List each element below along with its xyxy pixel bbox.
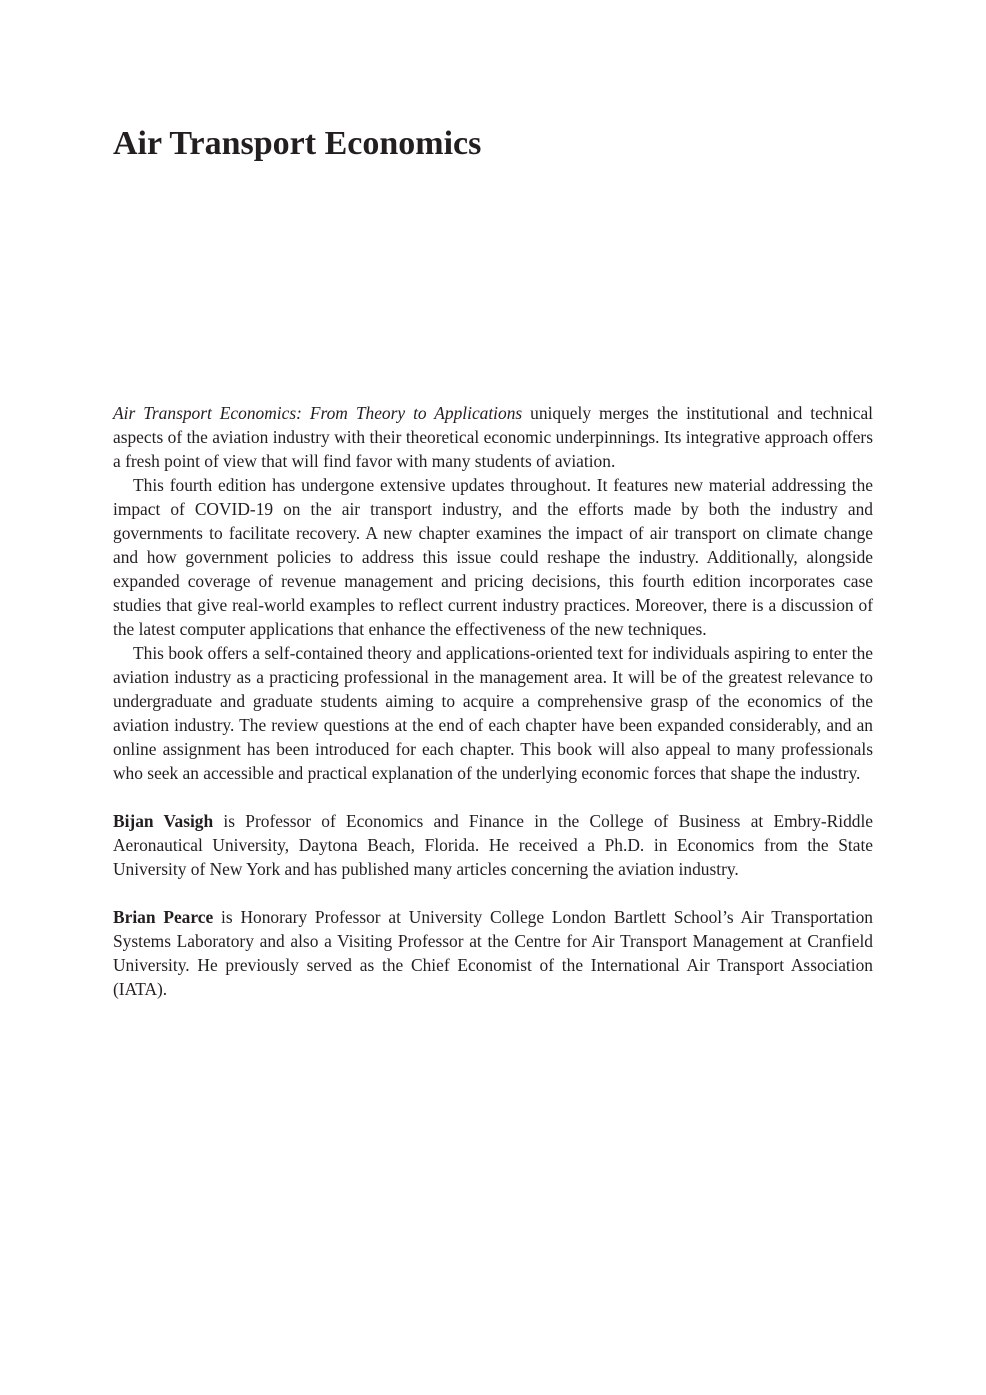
description-paragraph-3: This book offers a self-contained theory and applications-oriented text for individuals aspiring to enter the aviation industry as a practicing professional in the management area. It will be of the greatest relevance to undergraduate and graduate students aiming to acquire a comprehensive grasp of the economics of the aviation industry. The review questions at the end of each chapter have been expanded considerably, and an online assignment has been introduced for each chapter. This book will also appeal to many professionals who seek an accessible and practical explanation of the underlying economic forces that shape the industry. [113, 643, 873, 783]
description-paragraph-1-text: uniquely merges the institutional and technical aspects of the aviation industry with their theoretical economic underpinnings. Its integrative approach offers a fresh point of view that will find favor with many students of aviation. [113, 403, 873, 471]
author-name-2: Brian Pearce [113, 907, 214, 927]
author-bio-2 [113, 905, 873, 1001]
description-paragraph-1 [113, 401, 873, 473]
book-description [113, 401, 873, 1001]
description-paragraph-2: This fourth edition has undergone extensive updates throughout. It features new material addressing the impact of COVID-19 on the air transport industry, and the efforts made by both the industry and governments to facilitate recovery. A new chapter examines the impact of air transport on climate change and how government policies to address this issue could reshape the industry. Additionally, alongside expanded coverage of revenue management and pricing decisions, this fourth edition incorporates case studies that give real-world examples to reflect current industry practices. Moreover, there is a discussion of the latest computer applications that enhance the effectiveness of the new techniques. [113, 475, 873, 639]
author-name-1: Bijan Vasigh [113, 811, 214, 831]
author-bio-1 [113, 809, 873, 881]
book-full-title: Air Transport Economics: From Theory to Applications [113, 403, 523, 423]
author-bio-text-2: is Honorary Professor at University College London Bartlett School’s Air Transportation Systems Laboratory and also a Visiting Professor at the Centre for Air Transport Management at Cranfield University. He previously served as the Chief Economist of the International Air Transport Association (IATA). [113, 907, 874, 999]
page-title: Air Transport Economics [113, 125, 482, 162]
author-bio-text-1: is Professor of Economics and Finance in the College of Business at Embry-Riddle Aeronautical University, Daytona Beach, Florida. He received a Ph.D. in Economics from the State University of New York and has published many articles concerning the aviation industry. [113, 811, 874, 879]
